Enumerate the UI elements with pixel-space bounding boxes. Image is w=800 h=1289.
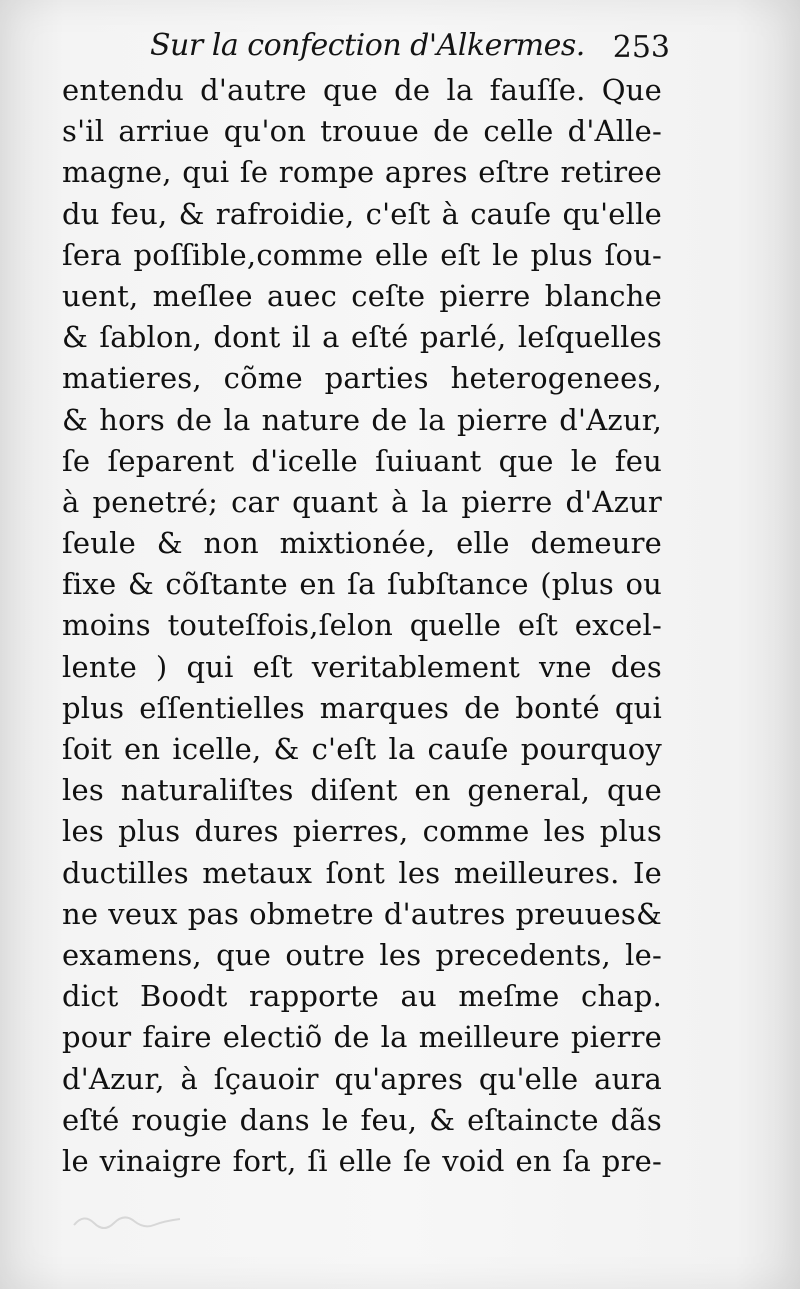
text-line: pour faire electiõ de la meilleure pierre — [62, 1020, 662, 1055]
body-text — [62, 70, 662, 1182]
text-line: ne veux pas obmetre d'autres preuues& — [62, 896, 662, 931]
text-line: ſoit en icelle, & c'eſt la cauſe pourquoy — [62, 732, 662, 766]
text-line: du feu, & rafroidie, c'eſt à cauſe qu'elle — [62, 196, 662, 231]
text-line: & ſablon, dont il a eſté parlé, leſquelles — [62, 320, 662, 355]
text-line: dict Boodt rapporte au meſme chap. — [62, 979, 662, 1014]
text-line: lente ) qui eſt veritablement vne des — [62, 649, 662, 684]
faded-signature-mark — [70, 1205, 190, 1235]
text-line: & hors de la nature de la pierre d'Azur, — [62, 402, 662, 437]
text-line: ſeule & non mixtionée, elle demeure — [62, 526, 662, 561]
text-line: moins touteſfois,ſelon quelle eſt excel- — [62, 608, 662, 643]
text-line: les plus dures pierres, comme les plus — [62, 814, 662, 849]
text-line: le vinaigre fort, ſi elle ſe void en ſa pre- — [62, 1143, 662, 1178]
text-line: d'Azur, à ſçauoir qu'apres qu'elle aura — [62, 1061, 662, 1096]
text-line: ſera poſſible,comme elle eſt le plus ſou- — [62, 237, 662, 272]
page-number: 253 — [612, 30, 670, 65]
text-line: uent, meſlee auec ceſte pierre blanche — [62, 278, 662, 313]
text-line: plus eſſentielles marques de bonté qui — [62, 690, 662, 725]
text-line: ſe ſeparent d'icelle ſuiuant que le feu — [62, 443, 662, 478]
running-title: Sur la confection d'Alkermes. — [150, 28, 585, 63]
text-line: les naturaliſtes diſent en general, que — [62, 773, 662, 808]
text-line: examens, que outre les precedents, le- — [62, 937, 662, 972]
text-line: s'il arriue qu'on trouue de celle d'Alle- — [62, 114, 662, 149]
text-line: eſté rougie dans le feu, & eſtaincte dãs — [62, 1102, 662, 1137]
text-line: fixe & cõſtante en ſa ſubſtance (plus ou — [62, 567, 662, 602]
text-line: à penetré; car quant à la pierre d'Azur — [62, 484, 662, 519]
text-line: ductilles metaux ſont les meilleures. Ie — [62, 855, 662, 890]
text-line: matieres, cõme parties heterogenees, — [62, 361, 662, 396]
text-line: magne, qui ſe rompe apres eſtre retiree — [62, 155, 662, 190]
text-line: entendu d'autre que de la fauſſe. Que — [62, 73, 662, 107]
